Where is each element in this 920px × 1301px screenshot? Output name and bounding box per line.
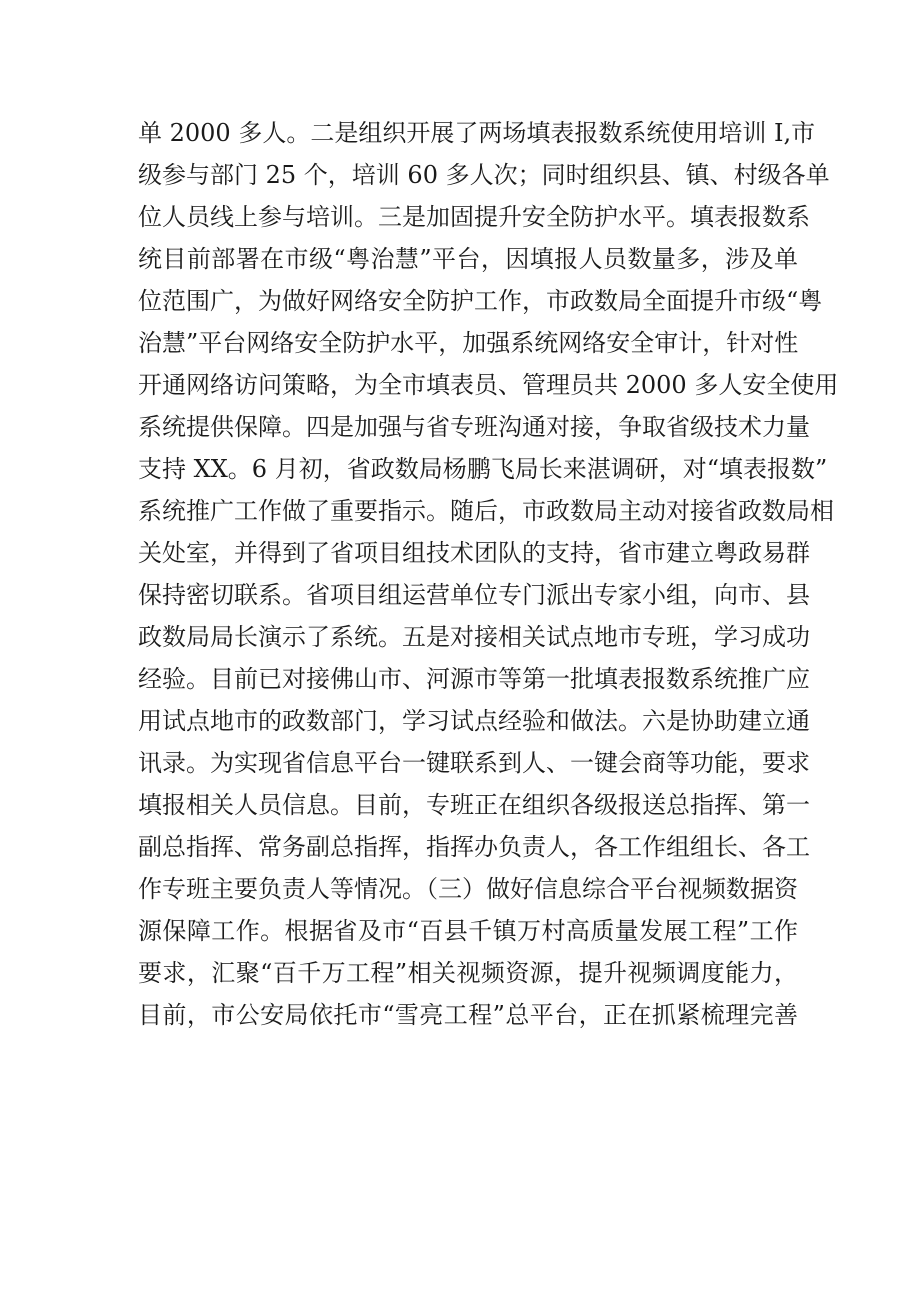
text-line: 系统提供保障。四是加强与省专班沟通对接，争取省级技术力量 (138, 413, 810, 441)
text-line: 开通网络访问策略，为全市填表员、管理员共 2000 多人安全使用 (138, 371, 839, 399)
text-line: 目前，市公安局依托市“雪亮工程”总平台，正在抓紧梳理完善 (138, 1001, 798, 1029)
text-line: 政数局局长演示了系统。五是对接相关试点地市专班，学习成功 (138, 623, 810, 651)
text-line: 经验。目前已对接佛山市、河源市等第一批填表报数系统推广应 (138, 665, 810, 693)
text-line: 作专班主要负责人等情况。（三）做好信息综合平台视频数据资 (138, 875, 798, 903)
text-line: 讯录。为实现省信息平台一键联系到人、一键会商等功能，要求 (138, 749, 810, 777)
text-line: 要求，汇聚“百千万工程”相关视频资源，提升视频调度能力， (138, 959, 798, 987)
text-line: 级参与部门 25 个，培训 60 多人次；同时组织县、镇、村级各单 (138, 161, 830, 189)
body-paragraph (138, 112, 839, 1036)
text-line: 用试点地市的政数部门，学习试点经验和做法。六是协助建立通 (138, 707, 810, 735)
text-line: 保持密切联系。省项目组运营单位专门派出专家小组，向市、县 (138, 581, 810, 609)
text-line: 源保障工作。根据省及市“百县千镇万村高质量发展工程”工作 (138, 917, 798, 945)
text-line: 填报相关人员信息。目前，专班正在组织各级报送总指挥、第一 (138, 791, 810, 819)
text-line: 治慧”平台网络安全防护水平，加强系统网络安全审计，针对性 (138, 329, 799, 357)
text-line: 统目前部署在市级“粤治慧”平台，因填报人员数量多，涉及单 (138, 245, 798, 273)
text-line: 位人员线上参与培训。三是加固提升安全防护水平。填表报数系 (138, 203, 810, 231)
text-line: 单 2000 多人。二是组织开展了两场填表报数系统使用培训 I,市 (138, 119, 816, 147)
text-line: 支持 XX。6 月初，省政数局杨鹏飞局长来湛调研，对“填表报数” (138, 455, 828, 483)
text-line: 位范围广，为做好网络安全防护工作，市政数局全面提升市级“粤 (138, 287, 823, 315)
text-line: 关处室，并得到了省项目组技术团队的支持，省市建立粤政易群 (138, 539, 810, 567)
text-line: 系统推广工作做了重要指示。随后，市政数局主动对接省政数局相 (138, 497, 834, 525)
text-line: 副总指挥、常务副总指挥，指挥办负责人，各工作组组长、各工 (138, 833, 810, 861)
